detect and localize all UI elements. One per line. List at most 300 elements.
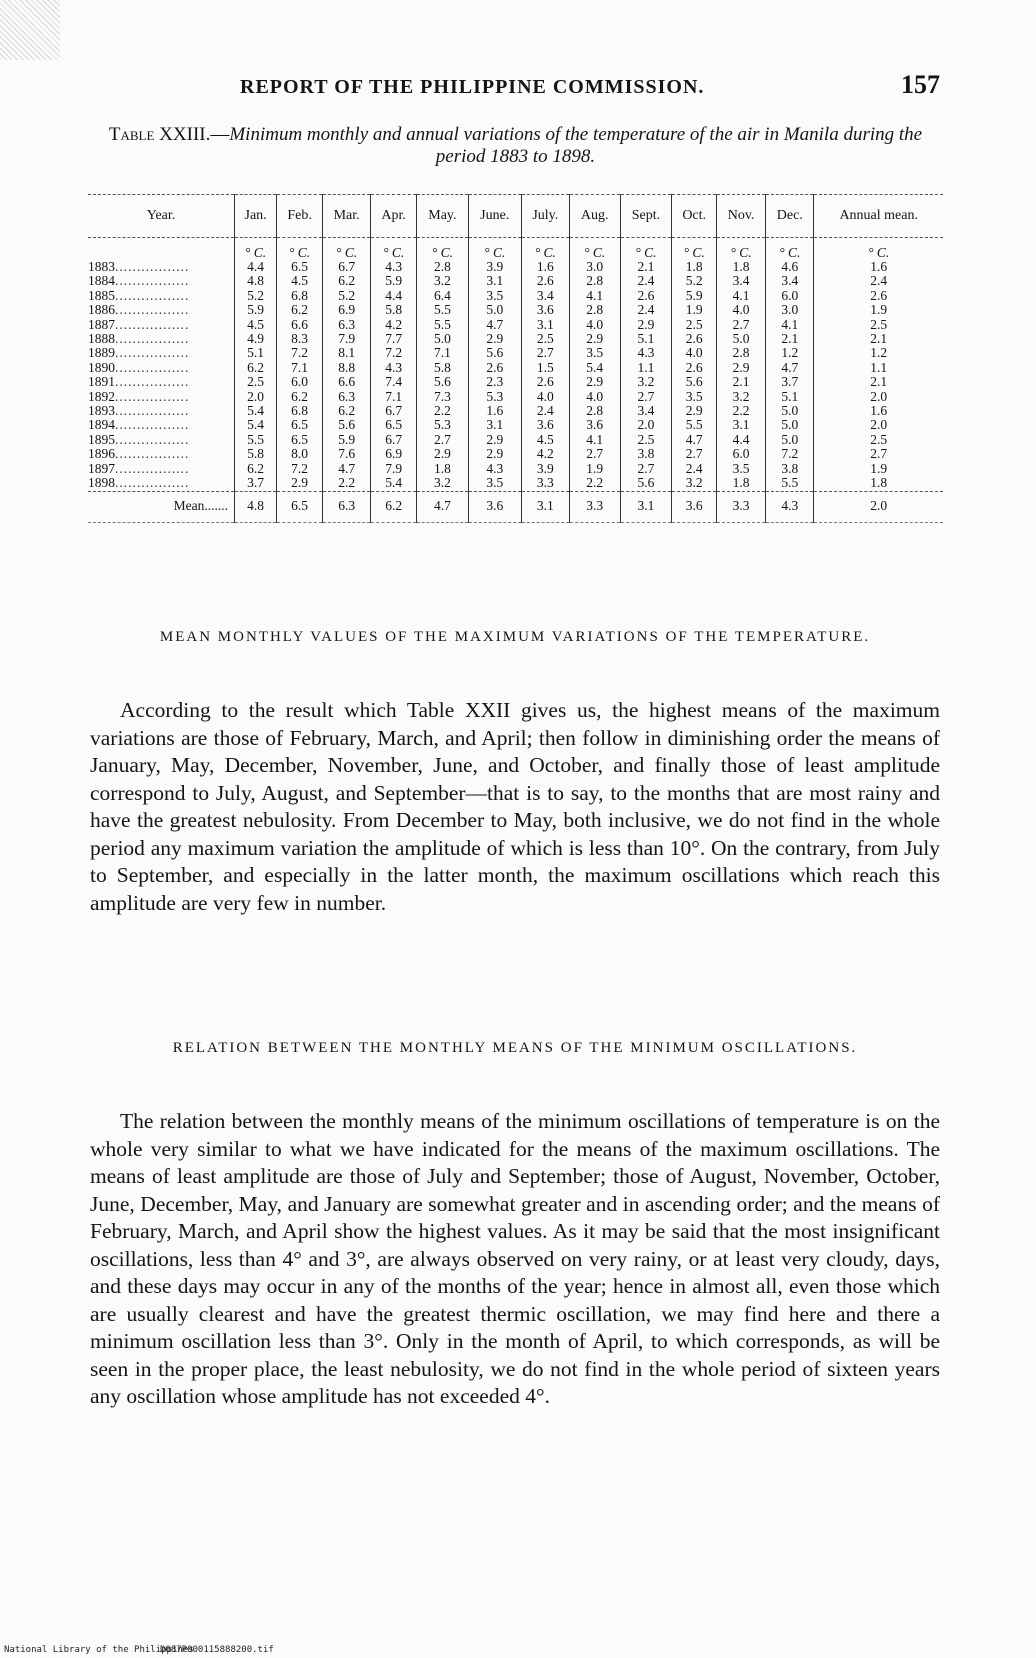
leader-dots: ................. (115, 302, 190, 318)
column-header: Nov. (716, 195, 765, 238)
column-header: Aug. (569, 195, 620, 238)
value-cell: 3.1 (716, 418, 765, 432)
value-cell: 4.7 (323, 462, 371, 476)
column-header: Apr. (371, 195, 417, 238)
table-row (88, 375, 943, 389)
value-cell: 3.9 (521, 462, 569, 476)
value-cell: 2.5 (235, 375, 277, 389)
value-cell: 7.3 (417, 390, 469, 404)
value-cell: 6.8 (277, 289, 323, 303)
value-cell: 1.9 (814, 303, 943, 317)
unit-cell: ° C. (277, 238, 323, 261)
unit-cell: ° C. (569, 238, 620, 261)
value-cell: 5.1 (620, 332, 672, 346)
value-cell: 3.6 (521, 418, 569, 432)
value-cell: 2.9 (277, 476, 323, 491)
value-cell: 2.6 (672, 361, 717, 375)
value-cell: 2.1 (716, 375, 765, 389)
value-cell: 2.1 (814, 375, 943, 389)
value-cell: 4.7 (766, 361, 814, 375)
year-label: 1888 (88, 331, 115, 347)
value-cell: 2.6 (620, 289, 672, 303)
value-cell: 6.3 (323, 318, 371, 332)
value-cell: 6.7 (371, 433, 417, 447)
value-cell: 5.0 (766, 418, 814, 432)
leader-dots: ................. (115, 388, 190, 404)
value-cell: 7.1 (417, 346, 469, 360)
table-body (88, 238, 943, 523)
value-cell: 2.5 (620, 433, 672, 447)
value-cell: 6.4 (417, 289, 469, 303)
mean-value-cell: 6.5 (277, 491, 323, 522)
value-cell: 4.1 (766, 318, 814, 332)
mean-value-cell: 3.1 (521, 491, 569, 522)
year-label: 1896 (88, 446, 115, 462)
leader-dots: ................. (115, 331, 190, 347)
value-cell: 3.2 (417, 274, 469, 288)
value-cell: 2.9 (672, 404, 717, 418)
running-header (90, 70, 940, 100)
value-cell: 3.5 (569, 346, 620, 360)
year-cell (88, 274, 235, 288)
value-cell: 7.1 (371, 390, 417, 404)
value-cell: 5.3 (417, 418, 469, 432)
year-label: 1883 (88, 259, 115, 274)
value-cell: 7.2 (277, 346, 323, 360)
value-cell: 2.6 (521, 375, 569, 389)
table-title: Minimum monthly and annual variations of the temperature of the air in Manila during the period 1883 to 1898. (229, 124, 923, 167)
table-header-row (88, 195, 943, 238)
value-cell: 2.9 (468, 433, 521, 447)
value-cell: 4.5 (521, 433, 569, 447)
value-cell: 4.0 (521, 390, 569, 404)
value-cell: 7.2 (766, 447, 814, 461)
leader-dots: ................. (115, 359, 190, 375)
value-cell: 5.1 (766, 390, 814, 404)
mean-value-cell: 2.0 (814, 491, 943, 522)
year-cell (88, 318, 235, 332)
value-cell: 1.9 (814, 462, 943, 476)
table-label: Table XXIII. (108, 124, 211, 145)
value-cell: 2.7 (521, 346, 569, 360)
value-cell: 8.3 (277, 332, 323, 346)
value-cell: 6.5 (277, 418, 323, 432)
table-caption: Table XXIII.—Minimum monthly and annual variations of the temperature of the air in Manila during the period 1883 to 1898. (108, 124, 923, 167)
value-cell: 5.6 (417, 375, 469, 389)
section-heading-minimum: RELATION BETWEEN THE MONTHLY MEANS OF THE MINIMUM OSCILLATIONS. (172, 1040, 858, 1056)
unit-cell: ° C. (716, 238, 765, 261)
value-cell: 6.6 (277, 318, 323, 332)
value-cell: 3.0 (766, 303, 814, 317)
value-cell: 1.8 (716, 260, 765, 274)
value-cell: 8.0 (277, 447, 323, 461)
year-cell (88, 462, 235, 476)
value-cell: 2.4 (620, 303, 672, 317)
column-header: Annual mean. (814, 195, 943, 238)
column-header: May. (417, 195, 469, 238)
value-cell: 7.4 (371, 375, 417, 389)
unit-cell: ° C. (814, 238, 943, 261)
value-cell: 6.2 (277, 303, 323, 317)
value-cell: 5.6 (468, 346, 521, 360)
value-cell: 4.5 (277, 274, 323, 288)
value-cell: 2.4 (672, 462, 717, 476)
unit-cell: ° C. (521, 238, 569, 261)
value-cell: 2.2 (716, 404, 765, 418)
value-cell: 5.4 (235, 418, 277, 432)
year-cell (88, 361, 235, 375)
year-cell (88, 375, 235, 389)
value-cell: 6.2 (323, 404, 371, 418)
value-cell: 1.1 (620, 361, 672, 375)
value-cell: 3.1 (521, 318, 569, 332)
mean-label-text: Mean (173, 498, 205, 514)
value-cell: 8.8 (323, 361, 371, 375)
year-cell (88, 476, 235, 491)
value-cell: 2.4 (620, 274, 672, 288)
unit-cell: ° C. (323, 238, 371, 261)
value-cell: 2.9 (417, 447, 469, 461)
year-label: 1897 (88, 460, 115, 476)
value-cell: 2.8 (417, 260, 469, 274)
page-number: 157 (901, 70, 940, 99)
value-cell: 1.1 (814, 361, 943, 375)
year-label: 1886 (88, 302, 115, 318)
value-cell: 1.8 (716, 476, 765, 491)
value-cell: 1.2 (766, 346, 814, 360)
value-cell: 5.9 (371, 274, 417, 288)
unit-cell (88, 238, 235, 261)
table-row (88, 260, 943, 274)
year-cell (88, 346, 235, 360)
value-cell: 5.5 (417, 318, 469, 332)
leader-dots: ....... (204, 498, 228, 514)
value-cell: 2.1 (766, 332, 814, 346)
year-cell (88, 433, 235, 447)
value-cell: 2.4 (814, 274, 943, 288)
year-label: 1894 (88, 417, 115, 433)
table-row (88, 418, 943, 432)
year-cell (88, 404, 235, 418)
value-cell: 5.8 (417, 361, 469, 375)
value-cell: 5.3 (468, 390, 521, 404)
unit-cell: ° C. (620, 238, 672, 261)
mean-value-cell: 3.1 (620, 491, 672, 522)
value-cell: 4.1 (569, 289, 620, 303)
value-cell: 7.7 (371, 332, 417, 346)
leader-dots: ................. (115, 446, 190, 462)
year-label: 1885 (88, 287, 115, 303)
column-header: June. (468, 195, 521, 238)
year-label: 1891 (88, 374, 115, 390)
value-cell: 4.4 (716, 433, 765, 447)
value-cell: 5.9 (672, 289, 717, 303)
value-cell: 6.5 (371, 418, 417, 432)
value-cell: 5.2 (672, 274, 717, 288)
running-title: REPORT OF THE PHILIPPINE COMMISSION. (240, 76, 705, 98)
leader-dots: ................. (115, 316, 190, 332)
value-cell: 1.9 (569, 462, 620, 476)
value-cell: 2.1 (814, 332, 943, 346)
table-row (88, 303, 943, 317)
value-cell: 2.7 (814, 447, 943, 461)
value-cell: 2.8 (716, 346, 765, 360)
column-header: Year. (88, 195, 235, 238)
year-label: 1889 (88, 345, 115, 361)
unit-cell: ° C. (672, 238, 717, 261)
value-cell: 3.2 (716, 390, 765, 404)
value-cell: 1.8 (814, 476, 943, 491)
leader-dots: ................. (115, 345, 190, 361)
value-cell: 2.0 (620, 418, 672, 432)
leader-dots: ................. (115, 475, 190, 491)
leader-dots: ................. (115, 259, 190, 274)
value-cell: 5.6 (620, 476, 672, 491)
value-cell: 5.6 (323, 418, 371, 432)
table-row (88, 390, 943, 404)
value-cell: 5.6 (672, 375, 717, 389)
column-header: Jan. (235, 195, 277, 238)
value-cell: 6.7 (323, 260, 371, 274)
value-cell: 3.1 (468, 274, 521, 288)
value-cell: 2.8 (569, 274, 620, 288)
year-label: 1887 (88, 316, 115, 332)
value-cell: 5.2 (235, 289, 277, 303)
value-cell: 4.0 (569, 390, 620, 404)
value-cell: 4.0 (672, 346, 717, 360)
value-cell: 2.6 (672, 332, 717, 346)
footer-filename: D087P000115888200.tif (160, 1645, 274, 1655)
value-cell: 6.2 (323, 274, 371, 288)
value-cell: 2.2 (417, 404, 469, 418)
value-cell: 4.5 (235, 318, 277, 332)
value-cell: 7.2 (277, 462, 323, 476)
paragraph-maximum: According to the result which Table XXII gives us, the highest means of the maximum variations are those of February, March, and April; then follow in diminishing order the means of January, May, December, November, June, and October, and finally those of least amplitude correspond to July, August, and September—that is to say, to the months that are most rainy and have the greatest nebulosity. From December to May, both inclusive, we do not find in the whole period any maximum variation the amplitude of which is less than 10°. On the contrary, from July to September, and especially in the latter month, the maximum oscillations which reach this amplitude are very few in number. (90, 698, 940, 915)
value-cell: 2.0 (814, 390, 943, 404)
value-cell: 1.8 (672, 260, 717, 274)
mean-value-cell: 3.3 (716, 491, 765, 522)
value-cell: 4.6 (766, 260, 814, 274)
value-cell: 1.9 (672, 303, 717, 317)
value-cell: 6.6 (323, 375, 371, 389)
value-cell: 5.5 (766, 476, 814, 491)
year-cell (88, 260, 235, 274)
value-cell: 2.6 (814, 289, 943, 303)
value-cell: 2.8 (569, 404, 620, 418)
value-cell: 2.3 (468, 375, 521, 389)
year-label: 1893 (88, 403, 115, 419)
column-header: Dec. (766, 195, 814, 238)
value-cell: 2.9 (468, 447, 521, 461)
year-label: 1895 (88, 431, 115, 447)
value-cell: 5.5 (417, 303, 469, 317)
mean-value-cell: 3.3 (569, 491, 620, 522)
value-cell: 3.7 (235, 476, 277, 491)
leader-dots: ................. (115, 273, 190, 289)
value-cell: 3.4 (716, 274, 765, 288)
footer-credit: National Library of the Philippines (4, 1645, 194, 1655)
table-row (88, 318, 943, 332)
value-cell: 7.1 (277, 361, 323, 375)
value-cell: 5.9 (323, 433, 371, 447)
year-cell (88, 418, 235, 432)
value-cell: 6.2 (277, 390, 323, 404)
unit-cell: ° C. (468, 238, 521, 261)
value-cell: 3.4 (521, 289, 569, 303)
table-row (88, 404, 943, 418)
column-header: Oct. (672, 195, 717, 238)
column-header: Feb. (277, 195, 323, 238)
table-row (88, 476, 943, 491)
value-cell: 4.0 (716, 303, 765, 317)
value-cell: 2.7 (569, 447, 620, 461)
leader-dots: ................. (115, 431, 190, 447)
value-cell: 8.1 (323, 346, 371, 360)
value-cell: 5.2 (323, 289, 371, 303)
value-cell: 2.7 (417, 433, 469, 447)
value-cell: 2.1 (620, 260, 672, 274)
value-cell: 5.0 (716, 332, 765, 346)
value-cell: 2.8 (569, 303, 620, 317)
leader-dots: ................. (115, 417, 190, 433)
value-cell: 2.2 (569, 476, 620, 491)
value-cell: 6.7 (371, 404, 417, 418)
year-label: 1890 (88, 359, 115, 375)
year-cell (88, 289, 235, 303)
value-cell: 4.0 (569, 318, 620, 332)
value-cell: 5.4 (569, 361, 620, 375)
value-cell: 3.5 (468, 476, 521, 491)
table-row (88, 361, 943, 375)
value-cell: 2.7 (716, 318, 765, 332)
value-cell: 2.9 (569, 375, 620, 389)
value-cell: 3.5 (716, 462, 765, 476)
value-cell: 4.8 (235, 274, 277, 288)
mean-value-cell: 6.2 (371, 491, 417, 522)
column-header: July. (521, 195, 569, 238)
mean-value-cell: 3.6 (468, 491, 521, 522)
leader-dots: ................. (115, 374, 190, 390)
value-cell: 4.2 (521, 447, 569, 461)
scan-artifact (0, 0, 60, 60)
value-cell: 1.5 (521, 361, 569, 375)
value-cell: 2.2 (323, 476, 371, 491)
value-cell: 1.6 (814, 404, 943, 418)
table-row (88, 346, 943, 360)
value-cell: 3.8 (766, 462, 814, 476)
year-label: 1898 (88, 475, 115, 491)
value-cell: 3.0 (569, 260, 620, 274)
value-cell: 2.9 (468, 332, 521, 346)
table-row (88, 462, 943, 476)
value-cell: 5.4 (371, 476, 417, 491)
mean-label (88, 491, 235, 522)
value-cell: 6.3 (323, 390, 371, 404)
value-cell: 5.1 (235, 346, 277, 360)
value-cell: 5.0 (766, 404, 814, 418)
value-cell: 2.5 (814, 318, 943, 332)
value-cell: 1.8 (417, 462, 469, 476)
value-cell: 3.4 (620, 404, 672, 418)
mean-value-cell: 4.7 (417, 491, 469, 522)
mean-value-cell: 3.6 (672, 491, 717, 522)
value-cell: 2.0 (235, 390, 277, 404)
value-cell: 6.2 (235, 361, 277, 375)
mean-value-cell: 4.3 (766, 491, 814, 522)
section-heading-maximum: MEAN MONTHLY VALUES OF THE MAXIMUM VARIATIONS OF THE TEMPERATURE. (159, 629, 871, 645)
value-cell: 2.7 (672, 447, 717, 461)
year-label: 1892 (88, 388, 115, 404)
value-cell: 5.5 (235, 433, 277, 447)
value-cell: 1.2 (814, 346, 943, 360)
value-cell: 6.2 (235, 462, 277, 476)
unit-cell: ° C. (371, 238, 417, 261)
value-cell: 2.0 (814, 418, 943, 432)
year-cell (88, 332, 235, 346)
value-cell: 1.6 (468, 404, 521, 418)
value-cell: 7.2 (371, 346, 417, 360)
value-cell: 6.8 (277, 404, 323, 418)
value-cell: 2.7 (620, 462, 672, 476)
unit-cell: ° C. (417, 238, 469, 261)
value-cell: 1.6 (521, 260, 569, 274)
value-cell: 4.4 (235, 260, 277, 274)
table-row (88, 433, 943, 447)
value-cell: 2.7 (620, 390, 672, 404)
value-cell: 2.9 (716, 361, 765, 375)
value-cell: 6.0 (766, 289, 814, 303)
value-cell: 6.0 (277, 375, 323, 389)
value-cell: 7.9 (371, 462, 417, 476)
year-cell (88, 390, 235, 404)
value-cell: 5.8 (371, 303, 417, 317)
value-cell: 3.2 (620, 375, 672, 389)
value-cell: 2.4 (521, 404, 569, 418)
value-cell: 5.0 (766, 433, 814, 447)
column-header: Sept. (620, 195, 672, 238)
leader-dots: ................. (115, 460, 190, 476)
value-cell: 4.2 (371, 318, 417, 332)
value-cell: 6.9 (371, 447, 417, 461)
value-cell: 5.9 (235, 303, 277, 317)
value-cell: 5.0 (417, 332, 469, 346)
value-cell: 2.6 (468, 361, 521, 375)
table-row (88, 289, 943, 303)
value-cell: 3.5 (672, 390, 717, 404)
value-cell: 3.6 (569, 418, 620, 432)
unit-row (88, 238, 943, 261)
temperature-table (88, 194, 943, 523)
unit-cell: ° C. (235, 238, 277, 261)
value-cell: 2.9 (620, 318, 672, 332)
unit-cell: ° C. (766, 238, 814, 261)
value-cell: 3.2 (417, 476, 469, 491)
leader-dots: ................. (115, 287, 190, 303)
leader-dots: ................. (115, 403, 190, 419)
value-cell: 4.3 (371, 361, 417, 375)
value-cell: 4.4 (371, 289, 417, 303)
value-cell: 3.3 (521, 476, 569, 491)
value-cell: 5.4 (235, 404, 277, 418)
column-header: Mar. (323, 195, 371, 238)
value-cell: 4.3 (371, 260, 417, 274)
value-cell: 7.6 (323, 447, 371, 461)
mean-row (88, 491, 943, 522)
mean-value-cell: 4.8 (235, 491, 277, 522)
value-cell: 3.2 (672, 476, 717, 491)
paragraph-minimum: The relation between the monthly means of the minimum oscillations of temperature is on the whole very similar to what we have indicated for the means of the maximum oscillations. The means of least amplitude are those of July and September; those of August, November, October, June, December, May, and January are somewhat greater and in ascending order; and the means of February, March, and April show the highest values. As it may be said that the most insignificant oscillations, less than 4° and 3°, are always observed on very rainy, or at least very cloudy, days, and these days may occur in any of the months of the year; hence in almost all, even those which are usually clearest and have the greatest thermic oscillation, we may find here and there a minimum oscillation less than 3°. Only in the month of April, to which corresponds, as will be seen in the proper place, the least nebulosity, we do not find in the whole period of sixteen years any oscillation whose amplitude has not exceeded 4°. (90, 1109, 940, 1408)
value-cell: 2.5 (672, 318, 717, 332)
